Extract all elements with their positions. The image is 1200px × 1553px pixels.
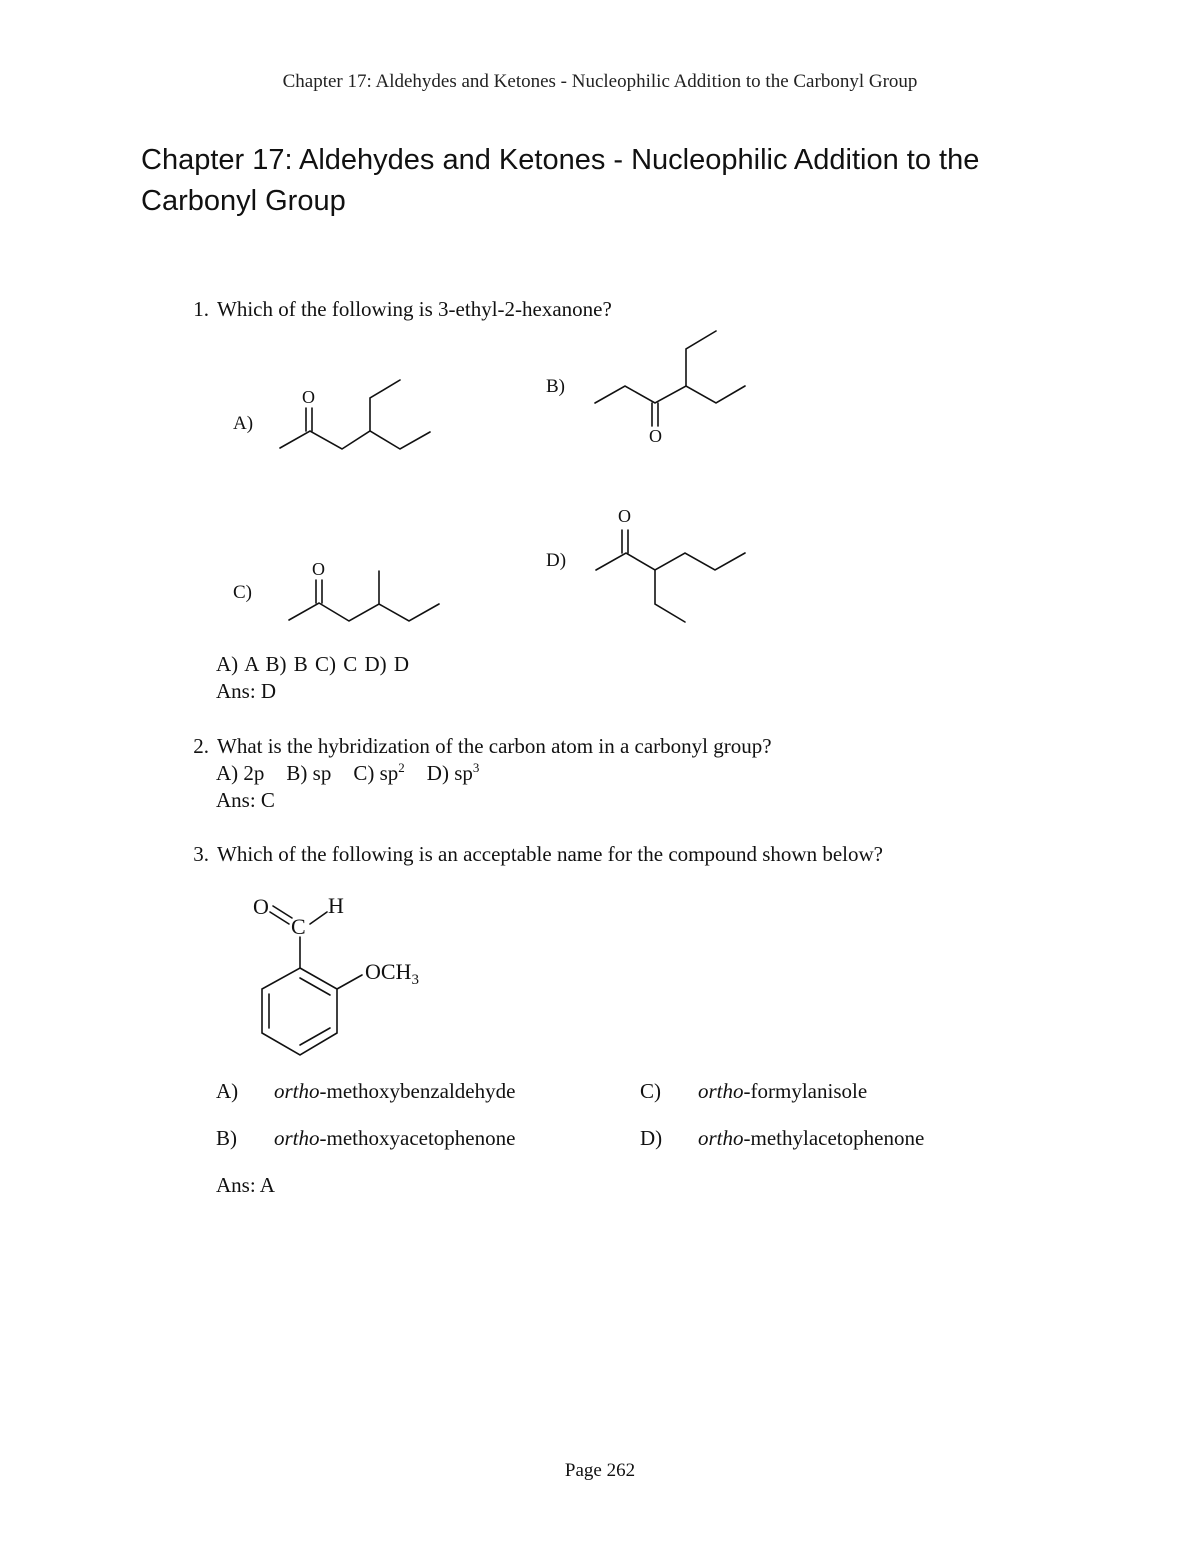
- choice-c: C) $sp^2$: [353, 760, 405, 785]
- page-number: Page 262: [564, 1460, 636, 1481]
- question-number: 1.: [193, 297, 209, 321]
- q3-choice-d: D) ortho-methylacetophenone: [640, 1126, 925, 1150]
- question-3: [181, 841, 883, 868]
- question-number: 3.: [193, 842, 209, 866]
- running-header: Chapter 17: Aldehydes and Ketones - Nucleophilic Addition to the Carbonyl Group: [282, 71, 918, 92]
- structure-d: [596, 506, 745, 622]
- q2-choices: [216, 760, 501, 787]
- q1-choices: A) A B) B C) C D) D: [216, 652, 410, 676]
- choice-b: B) sp: [286, 761, 332, 785]
- oxygen-label: O: [312, 559, 325, 579]
- carbon-label: C: [291, 914, 306, 939]
- choice-d: D) $sp^3$: [426, 760, 480, 785]
- question-number: 2.: [193, 734, 209, 758]
- structure-label-b: B): [546, 376, 565, 397]
- q1-answer: Ans: D: [216, 679, 277, 703]
- chapter-title: Chapter 17: Aldehydes and Ketones - Nucleophilic Addition to the Carbonyl Group: [141, 144, 980, 217]
- structure-label-a: A): [233, 413, 254, 434]
- question-text: Which of the following is an acceptable name for the compound shown below?: [217, 842, 883, 866]
- oxygen-label: O: [618, 506, 631, 526]
- question-text: What is the hybridization of the carbon atom in a carbonyl group?: [217, 734, 772, 758]
- q3-answer: Ans: A: [216, 1173, 275, 1197]
- structure-c: [289, 559, 439, 621]
- structure-a: [280, 380, 430, 449]
- structure-label-c: C): [233, 582, 252, 603]
- oxygen-label: O: [649, 426, 662, 446]
- structure-label-d: D): [546, 550, 567, 571]
- structure-b: [595, 331, 745, 446]
- q3-structure: [253, 893, 419, 1055]
- question-text: Which of the following is 3-ethyl-2-hexanone?: [217, 297, 612, 321]
- q3-choice-a: A) ortho-methoxybenzaldehyde: [216, 1079, 516, 1103]
- methoxy-label: $OCH_3$: [365, 959, 419, 988]
- q3-choice-b: B) ortho-methoxyacetophenone: [216, 1126, 516, 1150]
- q2-answer: Ans: C: [216, 788, 275, 812]
- hydrogen-label: H: [328, 893, 344, 918]
- choice-a: A) 2p: [216, 761, 265, 785]
- question-2: [181, 733, 772, 760]
- q3-choice-c: C) ortho-formylanisole: [640, 1079, 868, 1103]
- oxygen-label: O: [253, 894, 269, 919]
- oxygen-label: O: [302, 387, 315, 407]
